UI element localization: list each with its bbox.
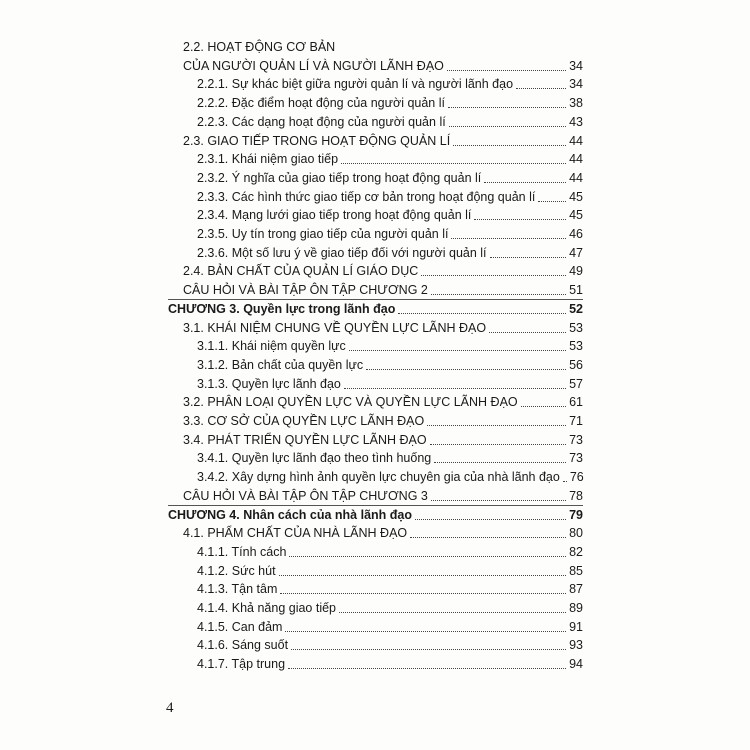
toc-entry-page: 46 bbox=[569, 227, 583, 241]
toc-entry-title: 3.1.1. Khái niệm quyền lực bbox=[197, 339, 346, 354]
dot-leader bbox=[280, 593, 566, 594]
toc-entry-page: 57 bbox=[569, 376, 583, 391]
toc-entry bbox=[183, 262, 583, 280]
dot-leader bbox=[421, 275, 566, 276]
toc-entry-title: 2.3.2. Ý nghĩa của giao tiếp trong hoạt động quản lí bbox=[197, 170, 482, 185]
toc-entry bbox=[197, 468, 583, 486]
toc-entry bbox=[197, 169, 583, 187]
toc-section-row bbox=[0, 431, 750, 449]
toc-subsection-row bbox=[0, 543, 750, 561]
dot-leader bbox=[415, 519, 566, 520]
toc-subsection-row bbox=[0, 94, 750, 112]
toc-section-row bbox=[0, 393, 750, 411]
toc-entry-title: 3.4.2. Xây dựng hình ảnh quyền lực chuyên gia của nhà lãnh đạo bbox=[197, 470, 560, 485]
toc-entry bbox=[197, 206, 583, 224]
toc-subsection-row bbox=[0, 375, 750, 393]
toc-entry-title: 2.2. HOẠT ĐỘNG CƠ BẢN bbox=[183, 40, 336, 54]
toc-entry bbox=[183, 132, 583, 150]
dot-leader bbox=[431, 294, 566, 295]
toc-entry-page: 49 bbox=[569, 264, 583, 279]
toc-entry bbox=[183, 38, 583, 56]
toc-entry-page: 44 bbox=[569, 152, 583, 167]
toc-section-row bbox=[0, 132, 750, 150]
toc-entry-title: CÂU HỎI VÀ BÀI TẬP ÔN TẬP CHƯƠNG 2 bbox=[183, 283, 428, 298]
toc-section-row bbox=[0, 281, 750, 299]
toc-entry-title: CỦA NGƯỜI QUẢN LÍ VÀ NGƯỜI LÃNH ĐẠO bbox=[183, 58, 444, 73]
toc-entry bbox=[197, 244, 583, 262]
toc-entry-page: 34 bbox=[569, 58, 583, 73]
toc-entry-page: 76 bbox=[569, 470, 584, 485]
toc-entry bbox=[183, 487, 583, 505]
dot-leader bbox=[285, 631, 566, 632]
toc-entry-page: 93 bbox=[569, 638, 583, 653]
dot-leader bbox=[431, 500, 566, 501]
toc-subsection-row bbox=[0, 655, 750, 673]
toc-subsection-row bbox=[0, 169, 750, 187]
toc-entry-title: CHƯƠNG 3. Quyền lực trong lãnh đạo bbox=[168, 301, 396, 316]
dot-leader bbox=[291, 649, 566, 650]
toc-entry-title: 2.3.5. Uy tín trong giao tiếp của người quản lí bbox=[197, 227, 449, 241]
toc-entry bbox=[197, 618, 583, 636]
toc-entry-title: 2.3.4. Mạng lưới giao tiếp trong hoạt động quản lí bbox=[197, 208, 472, 223]
dot-leader bbox=[563, 481, 567, 482]
dot-leader bbox=[289, 556, 566, 557]
dot-leader bbox=[484, 182, 566, 183]
dot-leader bbox=[349, 350, 566, 351]
dot-leader bbox=[453, 145, 566, 146]
toc-entry bbox=[197, 580, 583, 598]
toc-entry-page: 80 bbox=[569, 526, 583, 541]
toc-entry-title: 4.1.6. Sáng suốt bbox=[197, 638, 289, 653]
toc-entry-title: 3.3. CƠ SỞ CỦA QUYỀN LỰC LÃNH ĐẠO bbox=[183, 414, 425, 428]
toc-chapter-row bbox=[0, 300, 750, 318]
toc-entry bbox=[197, 543, 583, 561]
toc-entry-title: 4.1.4. Khả năng giao tiếp bbox=[197, 601, 337, 615]
toc-entry bbox=[197, 375, 583, 393]
toc-entry-page: 43 bbox=[569, 114, 583, 129]
toc-entry-title: 4.1.7. Tập trung bbox=[197, 657, 286, 672]
toc-subsection-row bbox=[0, 225, 750, 243]
page-number: 4 bbox=[166, 700, 174, 716]
dot-leader bbox=[288, 668, 566, 669]
toc-entry bbox=[197, 655, 583, 673]
dot-leader bbox=[448, 107, 566, 108]
toc-section-row bbox=[0, 487, 750, 505]
toc-entry-page: 44 bbox=[569, 170, 583, 185]
dot-leader bbox=[490, 257, 567, 258]
toc-entry-title: 4.1.1. Tính cách bbox=[197, 544, 287, 559]
toc-subsection-row bbox=[0, 356, 750, 374]
dot-leader bbox=[447, 70, 566, 71]
toc-entry-page: 51 bbox=[569, 283, 583, 298]
toc-entry-title: 3.2. PHÂN LOẠI QUYỀN LỰC VÀ QUYỀN LỰC LÃNH ĐẠO bbox=[183, 395, 518, 410]
toc-entry bbox=[168, 300, 583, 318]
toc-entry-page: 52 bbox=[569, 301, 583, 316]
toc-subsection-row bbox=[0, 636, 750, 654]
toc-subsection-row bbox=[0, 580, 750, 598]
toc-entry bbox=[183, 281, 583, 299]
toc-entry-page: 89 bbox=[569, 601, 583, 615]
toc-entry-page: 53 bbox=[569, 339, 583, 354]
toc-entry bbox=[197, 188, 583, 206]
toc-entry-title: 4.1. PHẨM CHẤT CỦA NHÀ LÃNH ĐẠO bbox=[183, 526, 408, 541]
toc-entry-title: 4.1.2. Sức hút bbox=[197, 563, 276, 578]
toc-subsection-row bbox=[0, 618, 750, 636]
toc-entry-title: 2.3.3. Các hình thức giao tiếp cơ bản trong hoạt động quản lí bbox=[197, 189, 536, 204]
dot-leader bbox=[430, 444, 566, 445]
toc-section-row bbox=[0, 38, 750, 56]
dot-leader bbox=[449, 126, 566, 127]
toc-subsection-row bbox=[0, 449, 750, 467]
dot-leader bbox=[451, 238, 566, 239]
toc-entry-page: 91 bbox=[569, 619, 583, 634]
toc-entry-title: 2.4. BẢN CHẤT CỦA QUẢN LÍ GIÁO DỤC bbox=[183, 264, 419, 279]
toc-entry bbox=[183, 431, 583, 449]
toc-entry bbox=[183, 57, 583, 75]
toc-entry-title: 3.1.2. Bản chất của quyền lực bbox=[197, 357, 364, 372]
toc-entry-page: 53 bbox=[569, 320, 583, 335]
toc-entry-title: 3.1.3. Quyền lực lãnh đạo bbox=[197, 376, 341, 391]
dot-leader bbox=[344, 388, 566, 389]
toc-entry-title: CHƯƠNG 4. Nhân cách của nhà lãnh đạo bbox=[168, 507, 412, 522]
toc-entry-page: 38 bbox=[569, 96, 583, 111]
toc-subsection-row bbox=[0, 337, 750, 355]
dot-leader bbox=[341, 163, 566, 164]
dot-leader bbox=[538, 201, 566, 202]
toc-section-row bbox=[0, 57, 750, 75]
dot-leader bbox=[521, 406, 566, 407]
toc-entry bbox=[168, 506, 583, 524]
toc-entry-page: 73 bbox=[569, 432, 583, 447]
toc-section-row bbox=[0, 262, 750, 280]
toc-entry-title: 3.1. KHÁI NIỆM CHUNG VỀ QUYỀN LỰC LÃNH ĐẠO bbox=[183, 320, 487, 335]
toc-subsection-row bbox=[0, 113, 750, 131]
toc-subsection-row bbox=[0, 562, 750, 580]
dot-leader bbox=[489, 332, 566, 333]
toc-entry-title: 3.4. PHÁT TRIỂN QUYỀN LỰC LÃNH ĐẠO bbox=[183, 432, 427, 447]
toc-entry-title: 4.1.3. Tận tâm bbox=[197, 582, 278, 597]
dot-leader bbox=[427, 425, 566, 426]
toc-subsection-row bbox=[0, 188, 750, 206]
toc-entry bbox=[197, 225, 583, 243]
toc-entry-title: 2.3.1. Khái niệm giao tiếp bbox=[197, 152, 339, 167]
toc-entry-page: 85 bbox=[569, 563, 583, 578]
toc-entry-page: 56 bbox=[569, 357, 583, 372]
dot-leader bbox=[434, 462, 566, 463]
toc-subsection-row bbox=[0, 599, 750, 617]
toc-entry-page: 78 bbox=[569, 488, 583, 503]
toc-entry-title: 4.1.5. Can đảm bbox=[197, 619, 283, 634]
toc-entry-page: 71 bbox=[569, 414, 583, 428]
toc-entry bbox=[197, 113, 583, 131]
toc-entry bbox=[197, 636, 583, 654]
toc-entry-page: 45 bbox=[569, 189, 583, 204]
dot-leader bbox=[410, 537, 566, 538]
toc-entry bbox=[197, 562, 583, 580]
toc-entry-page: 73 bbox=[569, 451, 583, 466]
toc-entry bbox=[197, 337, 583, 355]
toc-entry-page: 47 bbox=[569, 245, 583, 260]
toc-entry-page: 34 bbox=[569, 77, 583, 92]
toc-section-row bbox=[0, 319, 750, 337]
toc-section-row bbox=[0, 524, 750, 542]
toc-entry-page: 87 bbox=[569, 582, 583, 597]
toc-entry bbox=[183, 524, 583, 542]
dot-leader bbox=[516, 88, 566, 89]
toc-entry-page: 79 bbox=[569, 507, 583, 522]
dot-leader bbox=[474, 219, 566, 220]
toc-entry-title: 2.2.2. Đặc điểm hoạt động của người quản lí bbox=[197, 96, 445, 111]
toc-subsection-row bbox=[0, 150, 750, 168]
toc-entry bbox=[183, 412, 583, 430]
toc-entry-page: 94 bbox=[569, 657, 583, 672]
dot-leader bbox=[366, 369, 566, 370]
toc-entry-page: 44 bbox=[569, 133, 583, 148]
toc-entry bbox=[183, 319, 583, 337]
toc-entry-title: 2.2.1. Sự khác biệt giữa người quản lí và người lãnh đạo bbox=[197, 77, 514, 92]
toc-subsection-row bbox=[0, 75, 750, 93]
toc-subsection-row bbox=[0, 206, 750, 224]
toc-entry bbox=[197, 356, 583, 374]
dot-leader bbox=[398, 313, 566, 314]
toc-chapter-row bbox=[0, 506, 750, 524]
toc-entry-title: 2.2.3. Các dạng hoạt động của người quản lí bbox=[197, 114, 446, 129]
toc-entry-title: CÂU HỎI VÀ BÀI TẬP ÔN TẬP CHƯƠNG 3 bbox=[183, 488, 428, 503]
toc-entry-title: 3.4.1. Quyền lực lãnh đạo theo tình huống bbox=[197, 451, 432, 466]
toc-entry-page: 61 bbox=[569, 395, 583, 410]
dot-leader bbox=[279, 575, 567, 576]
toc-section-row bbox=[0, 412, 750, 430]
toc-subsection-row bbox=[0, 244, 750, 262]
toc-entry-title: 2.3. GIAO TIẾP TRONG HOẠT ĐỘNG QUẢN LÍ bbox=[183, 133, 451, 148]
toc-entry-page: 82 bbox=[569, 544, 583, 559]
toc-entry bbox=[183, 393, 583, 411]
toc-entry bbox=[197, 75, 583, 93]
toc-entry-title: 2.3.6. Một số lưu ý về giao tiếp đối với người quản lí bbox=[197, 245, 487, 260]
toc-subsection-row bbox=[0, 468, 750, 486]
toc-entry-page: 45 bbox=[569, 208, 583, 223]
dot-leader bbox=[339, 612, 566, 613]
toc-entry bbox=[197, 94, 583, 112]
toc-entry bbox=[197, 150, 583, 168]
toc-entry bbox=[197, 449, 583, 467]
toc-entry bbox=[197, 599, 583, 617]
